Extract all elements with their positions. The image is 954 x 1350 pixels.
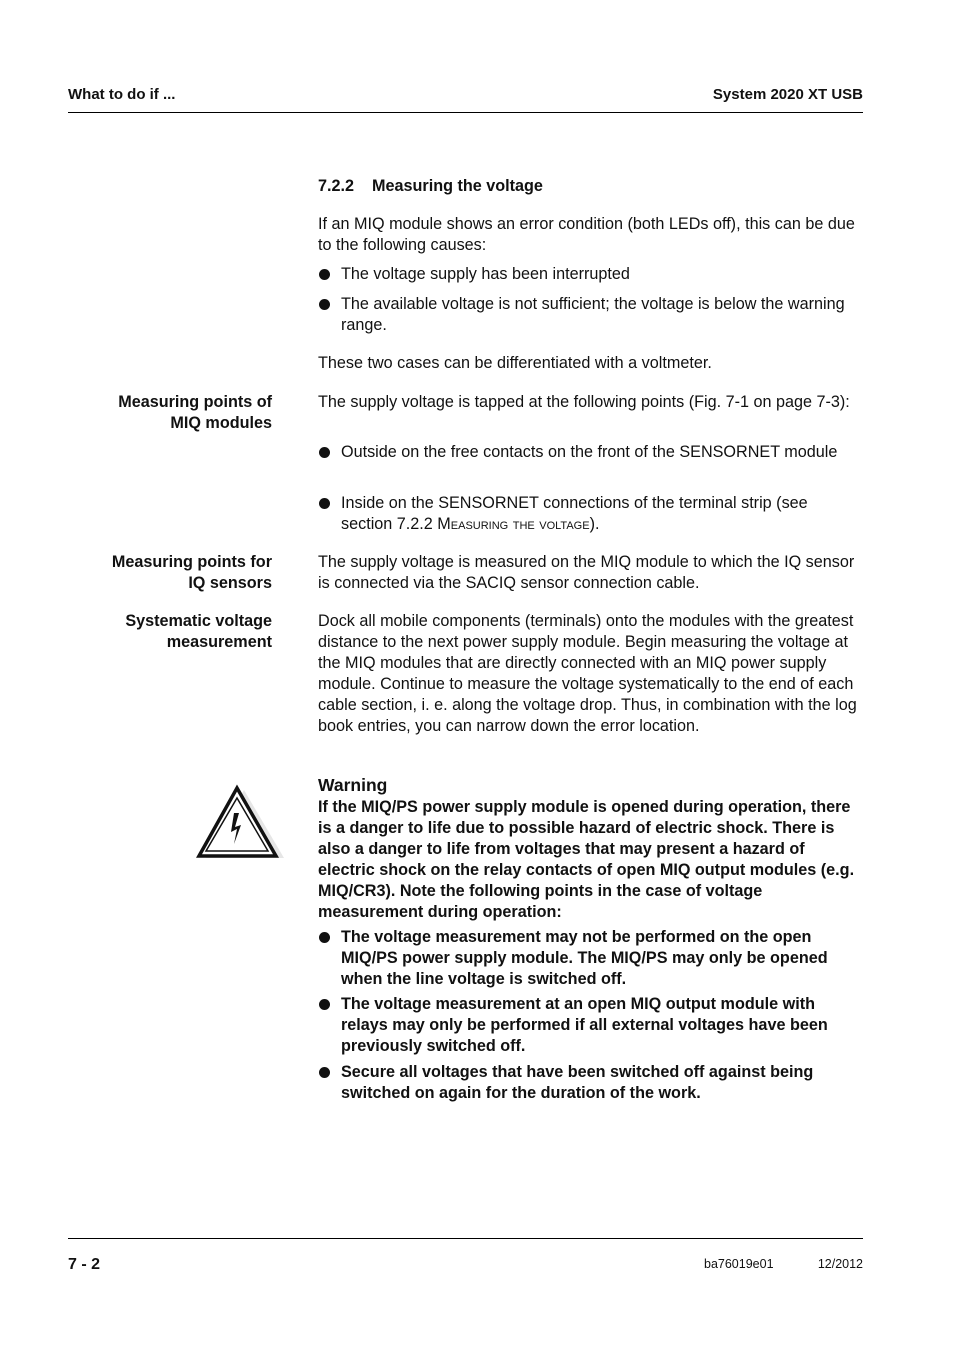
bullet-text: The voltage supply has been interrupted xyxy=(341,265,630,283)
bullet-dot xyxy=(319,447,330,458)
warning-bullet xyxy=(318,994,863,1057)
side-label-miq: Measuring points of MIQ modules xyxy=(118,393,272,432)
warning-title: Warning xyxy=(318,775,388,795)
side-label-iq: Measuring points for IQ sensors xyxy=(111,553,272,592)
miq-paragraph: The supply voltage is tapped at the following points (Fig. 7-1 on page 7-3): xyxy=(318,393,850,411)
bullet-dot xyxy=(319,932,330,943)
iq-paragraph: The supply voltage is measured on the MIQ module to which the IQ sensor is connected via the SACIQ sensor connection cable. xyxy=(318,553,855,592)
bullet-dot xyxy=(319,498,330,509)
page-number: 7 - 2 xyxy=(68,1256,101,1273)
document-id: ba76019e01 xyxy=(704,1257,774,1271)
warning-bullet xyxy=(318,927,863,990)
miq-bullet xyxy=(318,493,863,535)
header-left: What to do if ... xyxy=(68,86,176,103)
bullet-text: Inside on the SENSORNET connections of the terminal strip (see section 7.2.2 Measuring the voltage). xyxy=(341,494,808,533)
section-heading xyxy=(318,177,543,196)
side-label-systematic: Systematic voltage measurement xyxy=(125,612,272,651)
warning-bullet xyxy=(318,1062,863,1104)
high-voltage-warning-icon xyxy=(196,784,286,862)
section-reference: Measuring the voltage xyxy=(437,515,590,533)
bullet-text: The available voltage is not sufficient; the voltage is below the warning range. xyxy=(341,295,845,334)
section-number: 7.2.2 xyxy=(318,177,355,195)
bullet-dot xyxy=(319,269,330,280)
bullet-dot xyxy=(319,299,330,310)
document-date: 12/2012 xyxy=(817,1257,863,1271)
intro-closing: These two cases can be differentiated with a voltmeter. xyxy=(318,354,712,372)
miq-bullet xyxy=(318,442,863,463)
intro-paragraph: If an MIQ module shows an error condition (both LEDs off), this can be due to the following causes: xyxy=(318,215,855,254)
bullet-text: Secure all voltages that have been switched off against being switched on again for the duration of the work. xyxy=(341,1063,814,1102)
bullet-text: The voltage measurement may not be performed on the open MIQ/PS power supply module. The MIQ/PS may only be opened when the line voltage is switched off. xyxy=(341,928,828,988)
warning-paragraph: If the MIQ/PS power supply module is opened during operation, there is a danger to life due to possible hazard of electric shock. There is also a danger to life from voltages that may present a hazard of electric shock on the relay contacts of open MIQ output modules (e.g. MIQ/CR3). Note the following points in the case of voltage measurement during operation: xyxy=(318,798,855,921)
bullet-dot xyxy=(319,1067,330,1078)
bullet-text: Outside on the free contacts on the front of the SENSORNET module xyxy=(341,443,838,461)
intro-bullet xyxy=(318,264,863,285)
footer-rule xyxy=(68,1238,863,1239)
section-title: Measuring the voltage xyxy=(372,177,543,195)
intro-bullet xyxy=(318,294,863,336)
header-rule xyxy=(68,112,863,113)
systematic-paragraph: Dock all mobile components (terminals) onto the modules with the greatest distance to the next power supply module. Begin measuring the voltage at the MIQ modules that are directly connected with an MIQ power supply module. Continue to measure the voltage systematically to the end of each cable section, i. e. along the voltage drop. Thus, in combination with the log book entries, you can narrow down the error location. xyxy=(318,612,857,735)
bullet-dot xyxy=(319,999,330,1010)
bullet-text: The voltage measurement at an open MIQ output module with relays may only be performed if all external voltages have been previously switched off. xyxy=(341,995,828,1055)
header-right: System 2020 XT USB xyxy=(712,86,863,103)
